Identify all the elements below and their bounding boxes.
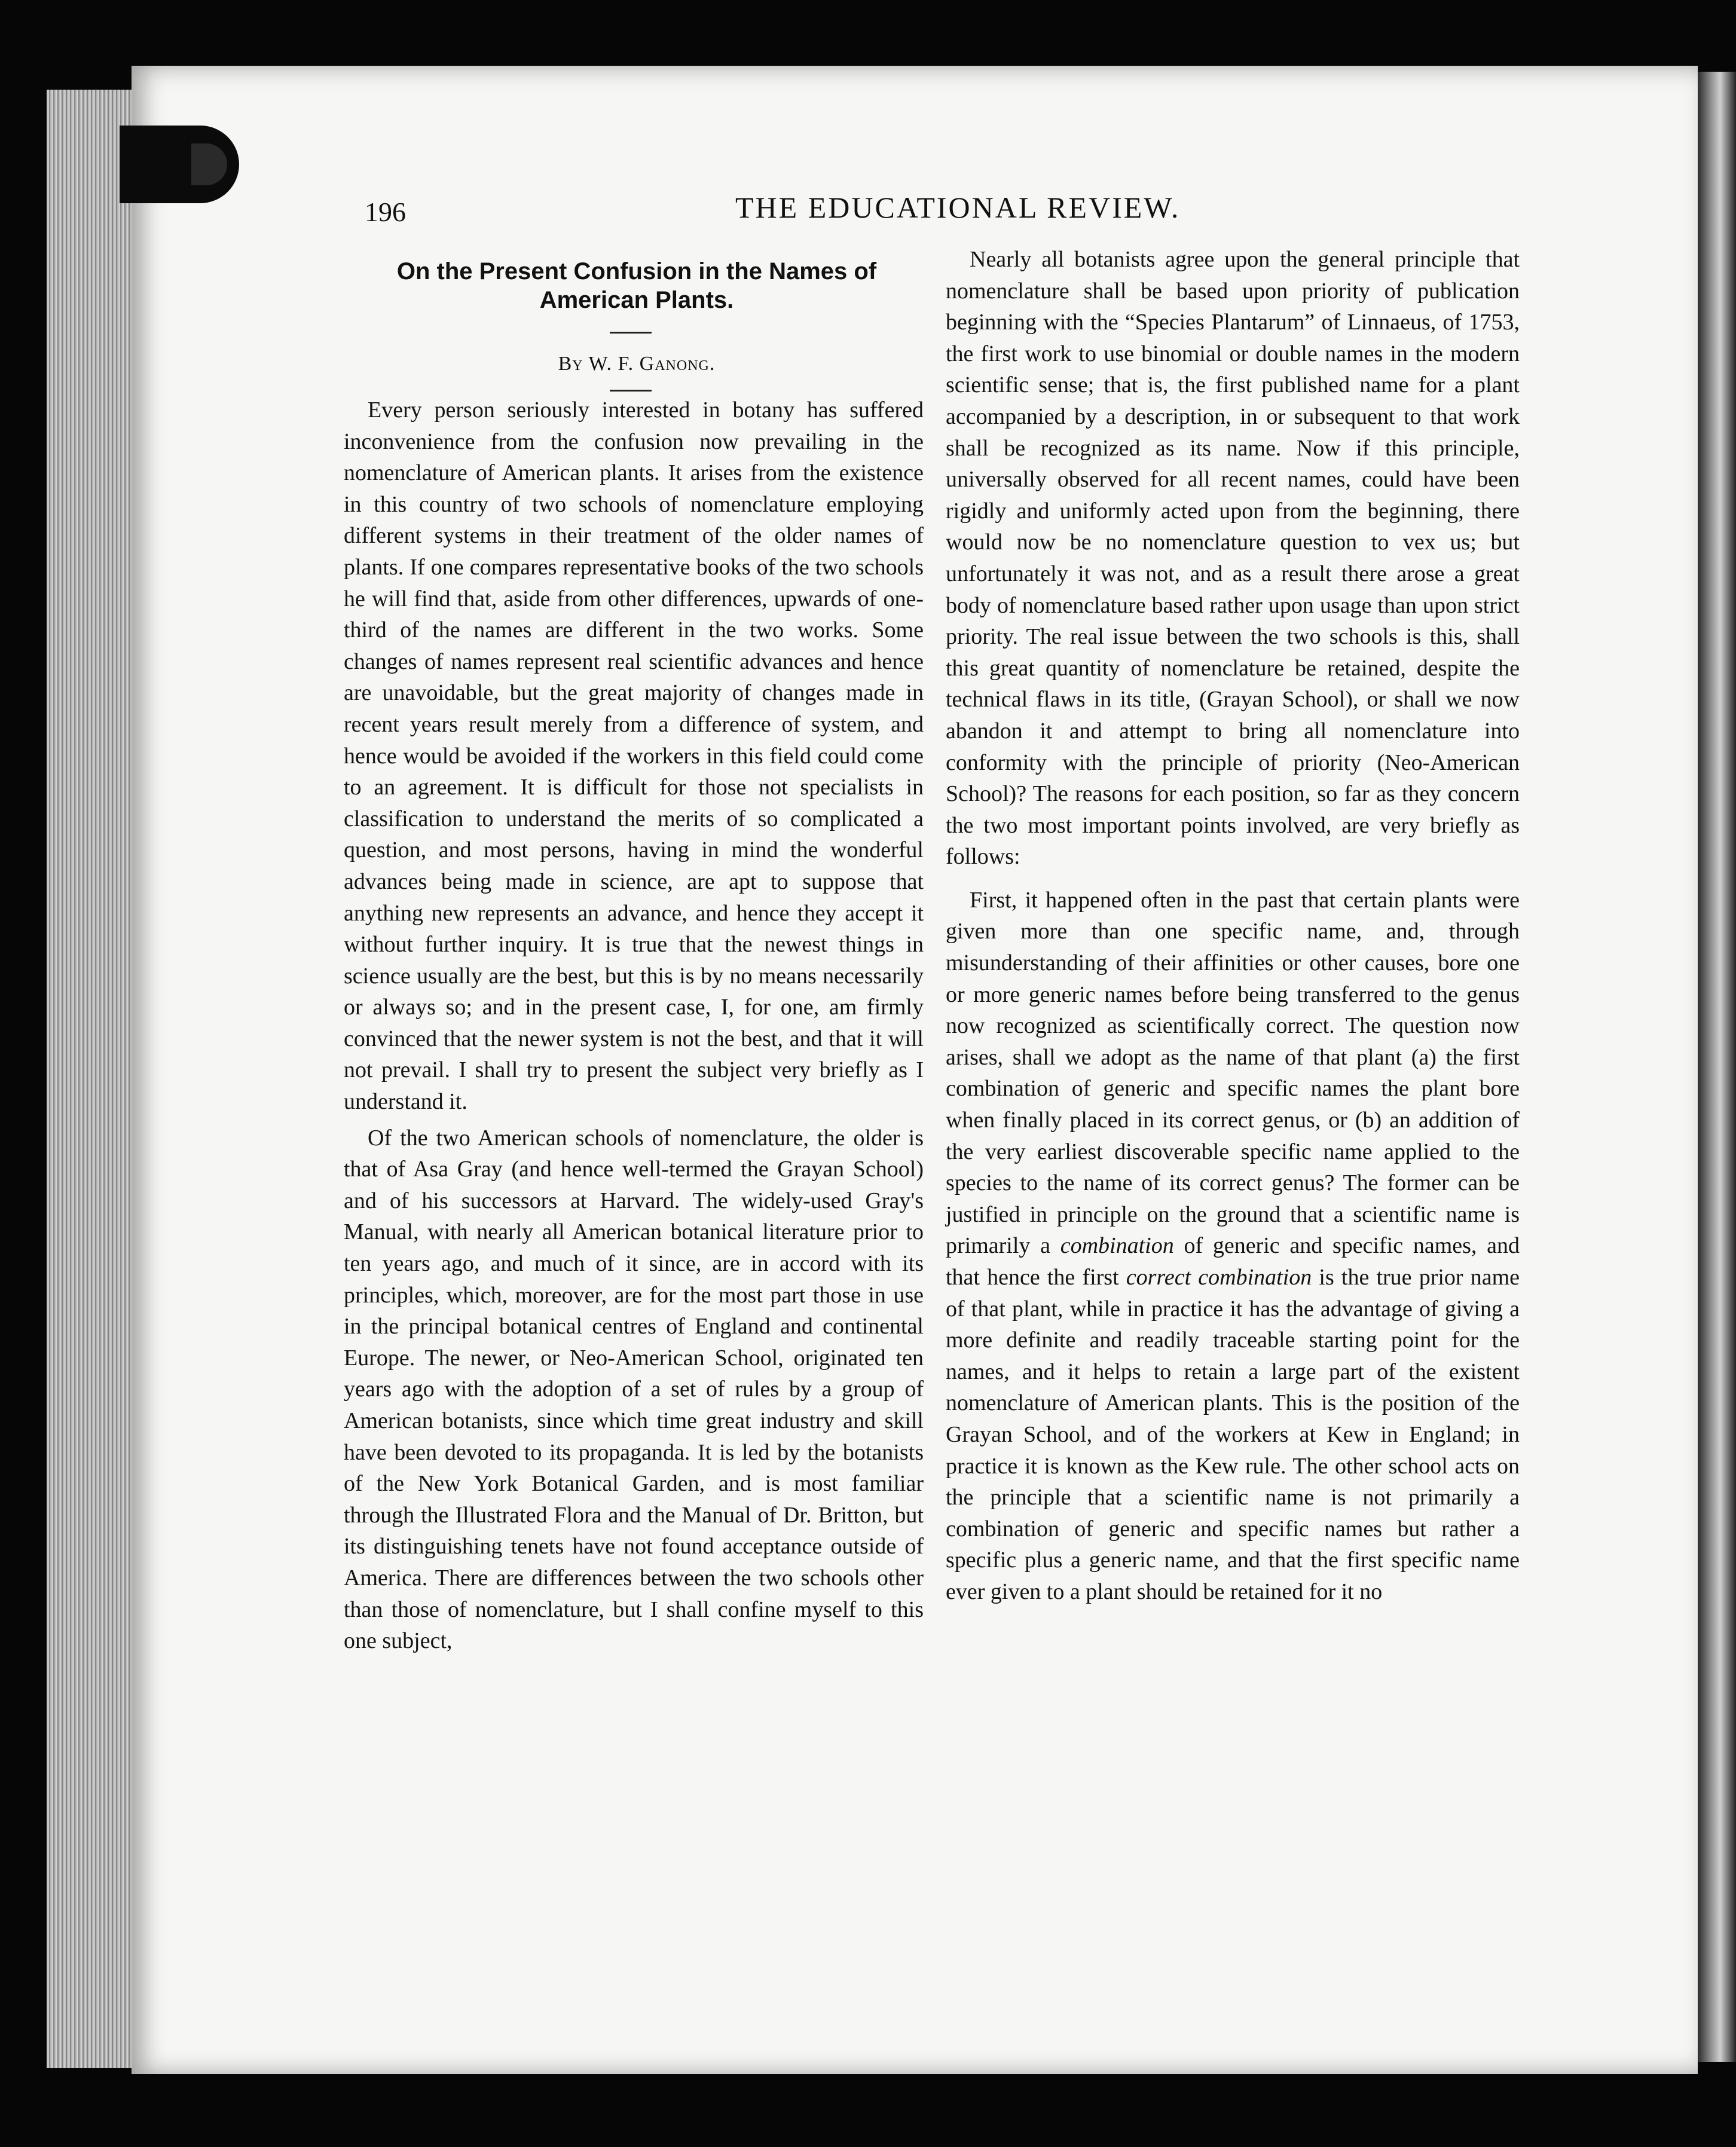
byline-surname: Ganong. (639, 353, 716, 375)
binder-clip (120, 126, 239, 203)
left-column (344, 394, 924, 1657)
binding-edge (1697, 72, 1736, 2062)
byline-prefix: By (558, 353, 583, 375)
title-rule (610, 332, 652, 334)
byline-initials: W. F. (588, 353, 634, 375)
right-p2-text-b: of generic and specific names, and that hence the first (946, 1233, 1520, 1290)
right-paragraph-1: Nearly all botanists agree upon the general principle that nomenclature shall be based upon priority of publication beginning with the “Species Plantarum” of Linnaeus, of 1753, the first work to use binomial or double names in the modern scientific sense; that is, the first published name for a plant accompanied by a description, in or subsequent to that work shall be recognized as its name. Now if this principle, universally observed for all recent names, could have been rigidly and uniformly acted upon from the beginning, there would now be no nomenclature question to vex us; but unfortunately it was not, and as a result there arose a great body of nomenclature based rather upon usage than upon strict priority. The real issue between the two schools is this, shall this great quantity of nomenclature be retained, despite the technical flaws in its title, (Grayan School), or shall we now abandon it and attempt to bring all nomenclature into conformity with the principle of priority (Neo-American School)? The reasons for each position, so far as they concern the two most important points involved, are very briefly as follows: (946, 247, 1520, 870)
right-column (946, 244, 1520, 1608)
right-p2-emphasis-correct-combination: correct combination (1126, 1265, 1312, 1290)
article-title (335, 257, 939, 314)
article-title-line2: American Plants. (539, 287, 734, 313)
byline-rule (610, 390, 652, 392)
right-p2-text-c: is the true prior name of that plant, while in practice it has the advantage of giving a more definite and readily traceable starting point for the names, and it helps to retain a large part of the existent nomenclature of American plants. This is the position of the Grayan School, and of the workers at Kew in England; in practice it is known as the Kew rule. The other school acts on the principle that a scientific name is not primarily a combination of generic and specific names but rather a specific plus a generic name, and that the first specific name ever given to a plant should be retained for it no (946, 1265, 1520, 1604)
right-paragraph-2 (946, 885, 1520, 1608)
left-paragraph-2: Of the two American schools of nomenclature, the older is that of Asa Gray (and hence well-termed the Grayan School) and of his successors at Harvard. The widely-used Gray's Manual, with nearly all American botanical literature prior to ten years ago, and much of it since, are in accord with its principles, which, moreover, are for the most part those in use in the principal botanical centres of England and continental Europe. The newer, or Neo-American School, originated ten years ago with the adoption of a set of rules by a group of American botanists, since which time great industry and skill have been devoted to its propaganda. It is led by the botanists of the New York Botanical Garden, and is most familiar through the Illustrated Flora and the Manual of Dr. Britton, but its distinguishing tenets have not found acceptance outside of America. There are differences between the two schools other than those of nomenclature, but I shall confine myself to this one subject, (344, 1125, 924, 1654)
right-p2-text-a: First, it happened often in the past that certain plants were given more than one specific name, and, through misunderstanding of their affinities or other causes, bore one or more generic names before being transferred to the genus now recognized as scientifically correct. The question now arises, shall we adopt as the name of that plant (a) the first combination of generic and specific names the plant bore when finally placed in its correct genus, or (b) an addition of the very earliest discoverable specific name applied to the species to the name of its correct genus? The former can be justified in principle on the ground that a scientific name is primarily a (946, 887, 1520, 1259)
article-title-line1: On the Present Confusion in the Names of (396, 258, 877, 285)
page-stack-edge (47, 90, 136, 2068)
byline (335, 353, 939, 375)
right-p2-emphasis-combination: combination (1060, 1233, 1174, 1259)
journal-title: THE EDUCATIONAL REVIEW. (735, 191, 1181, 224)
left-paragraph-1: Every person seriously interested in botany has suffered inconvenience from the confusion now prevailing in the nomenclature of American plants. It arises from the existence in this country of two schools of nomenclature employing different systems in their treatment of the older names of plants. If one compares representative books of the two schools he will find that, aside from other differences, upwards of one-third of the names are different in the two works. Some changes of names represent real scientific advances and hence are unavoidable, but the great majority of changes made in recent years result merely from a difference of system, and hence would be avoided if the workers in this field could come to an agreement. It is difficult for those not specialists in classification to understand the merits of so complicated a question, and most persons, having in mind the wonderful advances being made in science, are apt to suppose that anything new represents an advance, and hence they accept it without further inquiry. It is true that the newest things in science usually are the best, but this is by no means necessarily or always so; and in the present case, I, for one, am firmly convinced that the newer system is not the best, and that it will not prevail. I shall try to present the subject very briefly as I understand it. (344, 397, 924, 1115)
page-number: 196 (365, 197, 406, 227)
